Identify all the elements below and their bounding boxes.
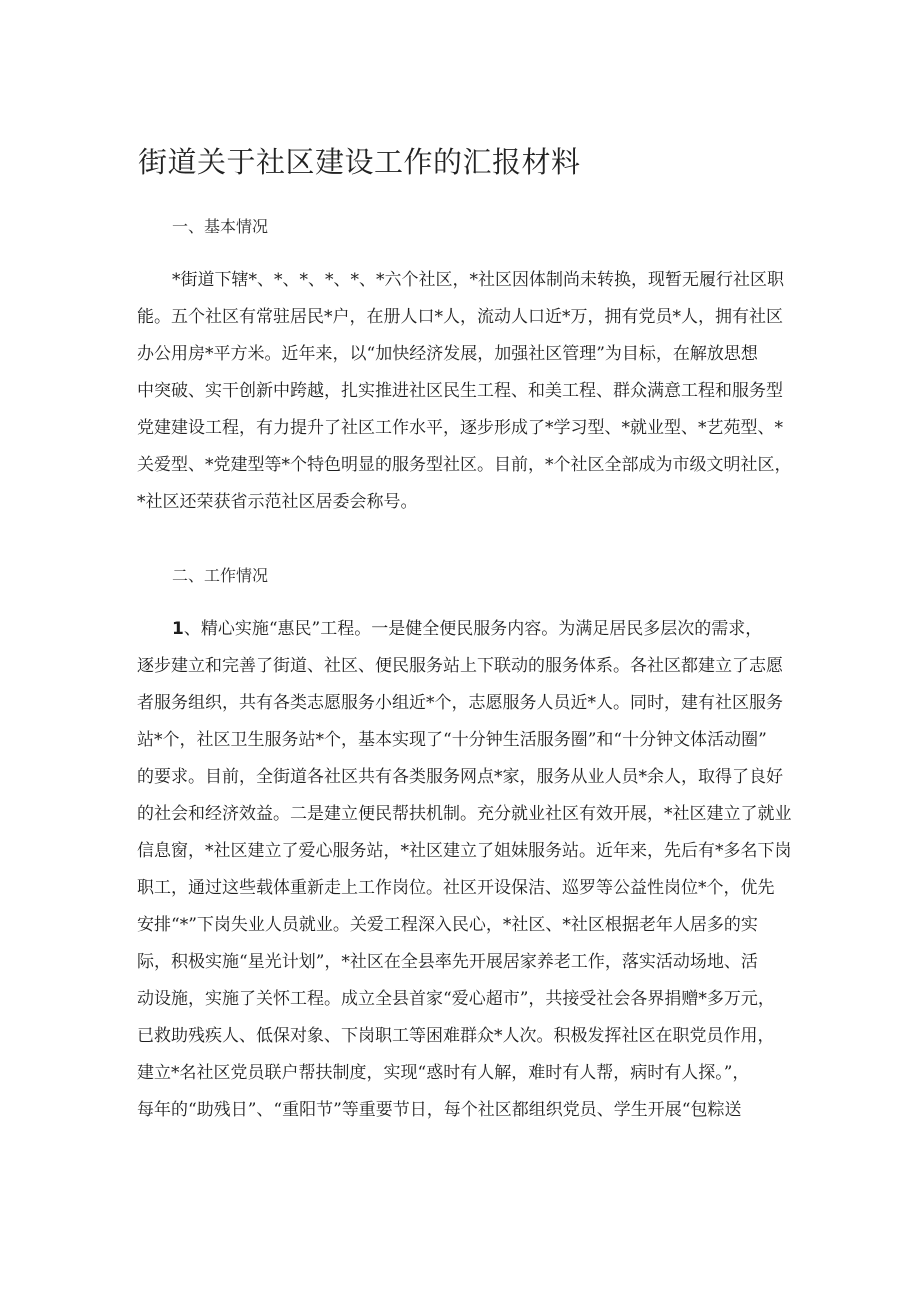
paragraph-line: 能。五个社区有常驻居民*户，在册人口*人，流动人口近*万，拥有党员*人，拥有社区 (137, 307, 783, 327)
paragraph-line: 关爱型、*党建型等*个特色明显的服务型社区。目前，*个社区全部成为市级文明社区， (137, 455, 792, 475)
item-number: 1 (172, 619, 184, 639)
paragraph-line: *社区还荣获省示范社区居委会称号。 (137, 492, 418, 512)
paragraph-line: 者服务组织，共有各类志愿服务小组近*个，志愿服务人员近*人。同时，建有社区服务 (137, 693, 783, 713)
paragraph-first-line (172, 614, 762, 639)
section-heading-basic-situation: 一、基本情况 (172, 217, 269, 236)
paragraph-line: *街道下辖*、*、*、*、*、*六个社区，*社区因体制尚未转换，现暂无履行社区职 (172, 270, 784, 290)
paragraph-line: 中突破、实干创新中跨越，扎实推进社区民生工程、和美工程、群众满意工程和服务型 (137, 381, 783, 401)
paragraph-line: 信息窗，*社区建立了爱心服务站，*社区建立了姐妹服务站。近年来，先后有*多名下岗 (137, 841, 792, 861)
item-text: 、精心实施“惠民”工程。一是健全便民服务内容。为满足居民多层次的需求， (183, 619, 763, 639)
paragraph-line: 党建建设工程，有力提升了社区工作水平，逐步形成了*学习型、*就业型、*艺苑型、* (137, 418, 783, 438)
paragraph-line: 职工，通过这些载体重新走上工作岗位。社区开设保洁、巡罗等公益性岗位*个，优先 (137, 878, 775, 898)
paragraph-line: 每年的“助残日”、“重阳节”等重要节日，每个社区都组织党员、学生开展“包粽送 (137, 1100, 742, 1120)
paragraph-line: 安排“*”下岗失业人员就业。关爱工程深入民心，*社区、*社区根据老年人居多的实 (137, 915, 758, 935)
paragraph-line: 建立*名社区党员联户帮扶制度，实现“惑时有人解，难时有人帮，病时有人探。”， (137, 1063, 750, 1083)
paragraph-line: 已救助残疾人、低保对象、下岗职工等困难群众*人次。积极发挥社区在职党员作用， (137, 1026, 775, 1046)
section-heading-work-situation: 二、工作情况 (172, 566, 269, 585)
paragraph-line: 站*个，社区卫生服务站*个，基本实现了“十分钟生活服务圈”和“十分钟文体活动圈” (137, 730, 767, 750)
paragraph-line: 逐步建立和完善了街道、社区、便民服务站上下联动的服务体系。各社区都建立了志愿 (137, 656, 783, 676)
paragraph-line: 的社会和经济效益。二是建立便民帮扶机制。充分就业社区有效开展，*社区建立了就业 (137, 804, 792, 824)
paragraph-line: 际，积极实施“星光计划”，*社区在全县率先开展居家养老工作，落实活动场地、活 (137, 952, 758, 972)
document-title: 街道关于社区建设工作的汇报材料 (138, 145, 581, 179)
paragraph-line: 办公用房*平方米。近年来，以“加快经济发展，加强社区管理”为目标，在解放思想 (137, 344, 758, 364)
paragraph-line: 动设施，实施了关怀工程。成立全县首家“爱心超市”，共接受社会各界捐赠*多万元， (137, 989, 775, 1009)
paragraph-line: 的要求。目前，全街道各社区共有各类服务网点*家，服务从业人员*余人，取得了良好 (137, 767, 783, 787)
